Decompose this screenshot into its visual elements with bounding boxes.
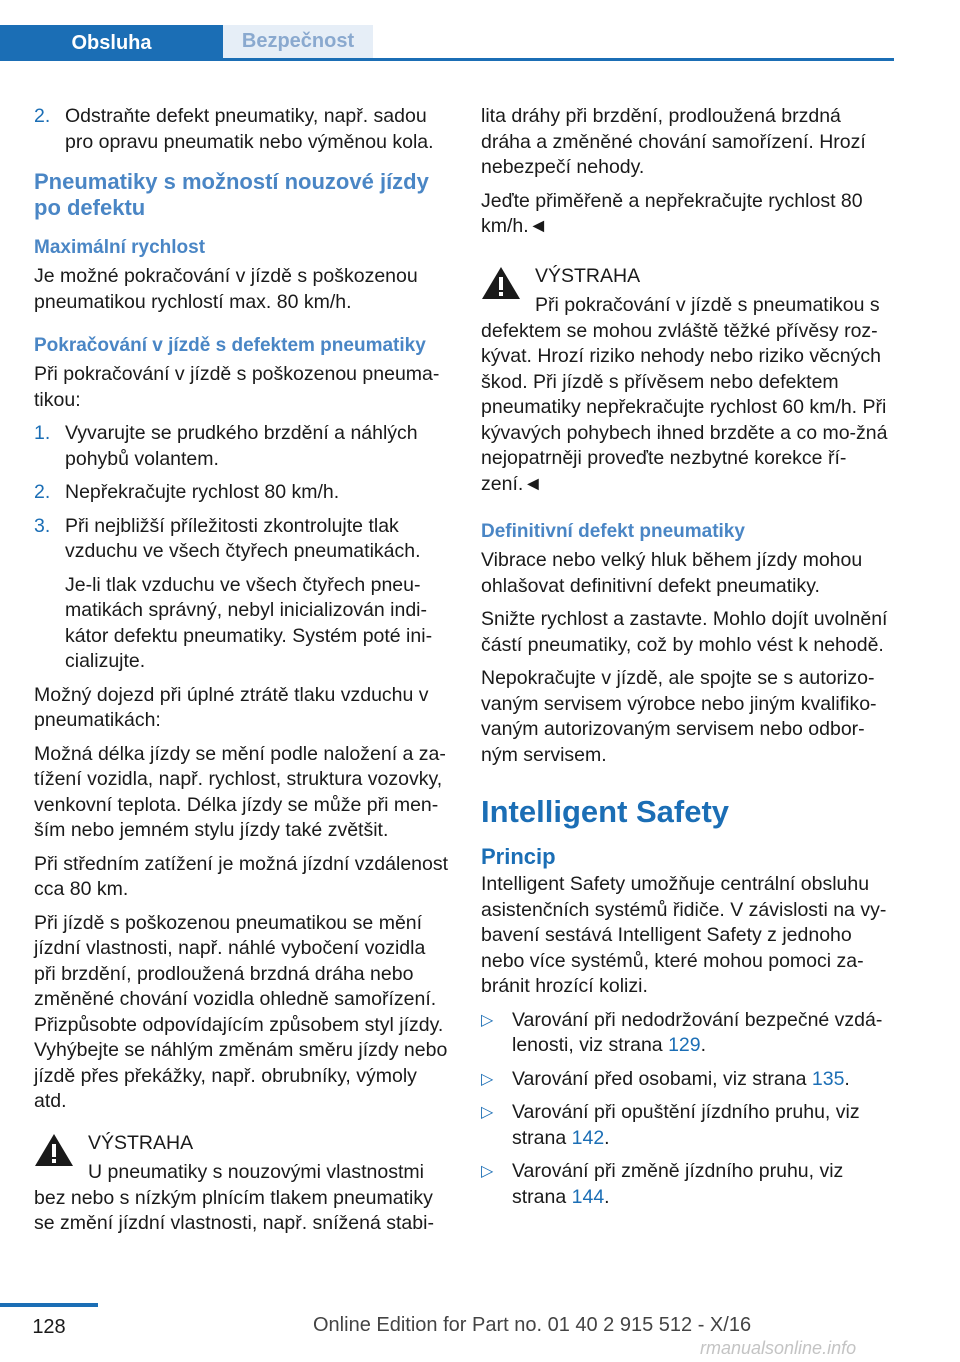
list-item-text: Varování při opuštění jízdního pruhu, viz strana: [512, 1101, 860, 1149]
watermark: rmanualsonline.info: [700, 1338, 857, 1358]
step-text: Nepřekračujte rychlost 80 km/h.: [65, 481, 340, 503]
footer-rule: [0, 1303, 98, 1307]
warning-triangle-icon: [34, 1133, 74, 1167]
list-item-text: Varování při změně jízdního pruhu, viz strana: [512, 1160, 844, 1208]
list-item-tail: .: [604, 1126, 610, 1149]
warning-text: U pneumatiky s nouzovými vlastnostmi bez nebo s nízkým plnícím tlakem pneumatiky se změní jízdní vlastnosti, např. snížená stabi-: [34, 1161, 434, 1234]
warning-box: [34, 1129, 449, 1237]
list-item-tail: .: [844, 1067, 850, 1090]
paragraph: Nepokračujte v jízdě, ale spojte se s autorizo-vaným servisem výrobce nebo jiným kvalifiko-vaným autorizovaným servisem nebo odbor-ným servisem.: [481, 667, 877, 766]
tab-obsluha[interactable]: Obsluha: [0, 25, 223, 61]
triangle-bullet-icon: ▷: [481, 1011, 494, 1029]
warning-text: Při pokračování v jízdě s pneumatikou s defektem se mohou zvláště těžké přívěsy roz-kývat. Hrozí riziko nehody nebo riziko věcných škod. Při jízdě s přívěsem nebo defektem pneumatiky nepřekračujte rychlost 60 km/h. Při kývavých pohybech ihned brzděte a co mo-žná nejopatrněji proveďte nezbytné korekce ří-zení.◄: [481, 294, 888, 495]
paragraph: Vibrace nebo velký hluk během jízdy mohou ohlašovat definitivní defekt pneumatiky.: [481, 549, 863, 597]
section-heading: Pneumatiky s možností nouzové jízdy po defektu: [34, 169, 429, 220]
subsection-heading-speed: Maximální rychlost: [34, 237, 206, 258]
page-link[interactable]: 144: [571, 1185, 605, 1208]
list-item-tail: .: [604, 1185, 610, 1208]
list-item: [34, 421, 449, 472]
paragraph: Jeďte přiměřeně a nepřekračujte rychlost 80 km/h.◄: [481, 189, 863, 237]
list-item: [481, 1008, 896, 1059]
paragraph: Možný dojezd při úplné ztrátě tlaku vzduchu v pneumatikách:: [34, 683, 429, 731]
paragraph: Snižte rychlost a zastavte. Mohlo dojít uvolnění částí pneumatiky, což by mohlo vést k nehodě.: [481, 608, 888, 656]
left-column: [34, 104, 449, 1245]
step-number: 1.: [34, 422, 51, 444]
page-link[interactable]: 135: [811, 1067, 845, 1090]
triangle-bullet-icon: ▷: [481, 1163, 494, 1180]
subsection-heading-princip: Princip: [481, 844, 556, 869]
paragraph: Intelligent Safety umožňuje centrální obsluhu asistenčních systémů řidiče. V závislosti na vy-bavení sestává Intelligent Safety z jednoho nebo více systémů, které mohou pomoci za-bránit hrozící kolizi.: [481, 873, 887, 997]
warning-title: VÝSTRAHA: [88, 1131, 194, 1154]
warning-triangle-icon: [481, 266, 521, 300]
triangle-bullet-icon: ▷: [481, 1070, 494, 1088]
step-subparagraph: Je-li tlak vzduchu ve všech čtyřech pneu-matikách správný, nebyl inicializován indi-kátor defektu pneumatiky. Systém poté ini-cializujte.: [65, 573, 433, 672]
list-item-tail: .: [700, 1034, 707, 1056]
paragraph: Možná délka jízdy se mění podle naložení a za-tížení vozidla, např. rychlost, struktura vozovky, venkovní teplota. Délka jízdy se může při men-ším nebo jemném stylu jízdy také zvětšit.: [34, 742, 446, 841]
step-number: 2.: [34, 105, 51, 127]
warning-title: VÝSTRAHA: [535, 264, 641, 287]
reference-list: [481, 1008, 896, 1211]
list-item: [481, 1159, 896, 1210]
tab-bezpecnost[interactable]: Bezpečnost: [223, 25, 373, 58]
subsection-heading-definitive: Definitivní defekt pneumatiky: [481, 521, 745, 542]
list-item: [481, 1100, 896, 1151]
page-link[interactable]: 142: [571, 1126, 605, 1149]
step-text: Odstraňte defekt pneumatiky, např. sadou pro opravu pneumatik nebo výměnou kola.: [65, 105, 434, 153]
step-number: 2.: [34, 481, 51, 503]
paragraph: Při pokračování v jízdě s poškozenou pneuma-tikou:: [34, 363, 440, 411]
list-item: [34, 514, 449, 675]
subsection-heading-continue: Pokračování v jízdě s defektem pneumatiky: [34, 335, 426, 356]
step-list: [34, 421, 449, 675]
list-item-text: Varování před osobami, viz strana: [512, 1067, 812, 1090]
step-list-top: [34, 104, 449, 155]
chapter-heading: Intelligent Safety: [481, 794, 730, 829]
edition-note: Online Edition for Part no. 01 40 2 915 512 - X/16: [313, 1314, 752, 1336]
list-item: [34, 480, 449, 506]
step-number: 3.: [34, 514, 51, 537]
right-column: [481, 104, 896, 1218]
triangle-bullet-icon: ▷: [481, 1104, 494, 1121]
step-text: Při nejbližší příležitosti zkontrolujte tlak vzduchu ve všech čtyřech pneumatikách.: [65, 514, 421, 562]
header-rule: [0, 58, 894, 61]
paragraph: Při středním zatížení je možná jízdní vzdálenost cca 80 km.: [34, 852, 449, 900]
paragraph: lita dráhy při brzdění, prodloužená brzdná dráha a změněné chování samořízení. Hrozí nebezpečí nehody.: [481, 105, 866, 178]
list-item: [481, 1067, 896, 1093]
warning-box: [481, 262, 896, 498]
list-item-text: Varování při nedodržování bezpečné vzdá-lenosti, viz strana: [512, 1008, 883, 1056]
section-tabs: [0, 25, 894, 61]
list-item: [34, 104, 449, 155]
step-text: Vyvarujte se prudkého brzdění a náhlých pohybů volantem.: [65, 422, 418, 470]
page-link[interactable]: 129: [668, 1034, 701, 1056]
page-number: 128: [32, 1316, 66, 1338]
paragraph: Při jízdě s poškozenou pneumatikou se mění jízdní vlastnosti, např. náhlé vybočení vozidla při brzdění, prodloužená brzdná dráha nebo změněné chování vozidla ohledně samořízení. Přizpůsobte odpovídajícím způsobem styl jízdy. Vyhýbejte se náhlým změnám směru jízdy nebo jízdě přes překážky, např. obrubníky, výmoly atd.: [34, 911, 448, 1112]
paragraph: Je možné pokračování v jízdě s poškozenou pneumatikou rychlostí max. 80 km/h.: [34, 265, 418, 313]
